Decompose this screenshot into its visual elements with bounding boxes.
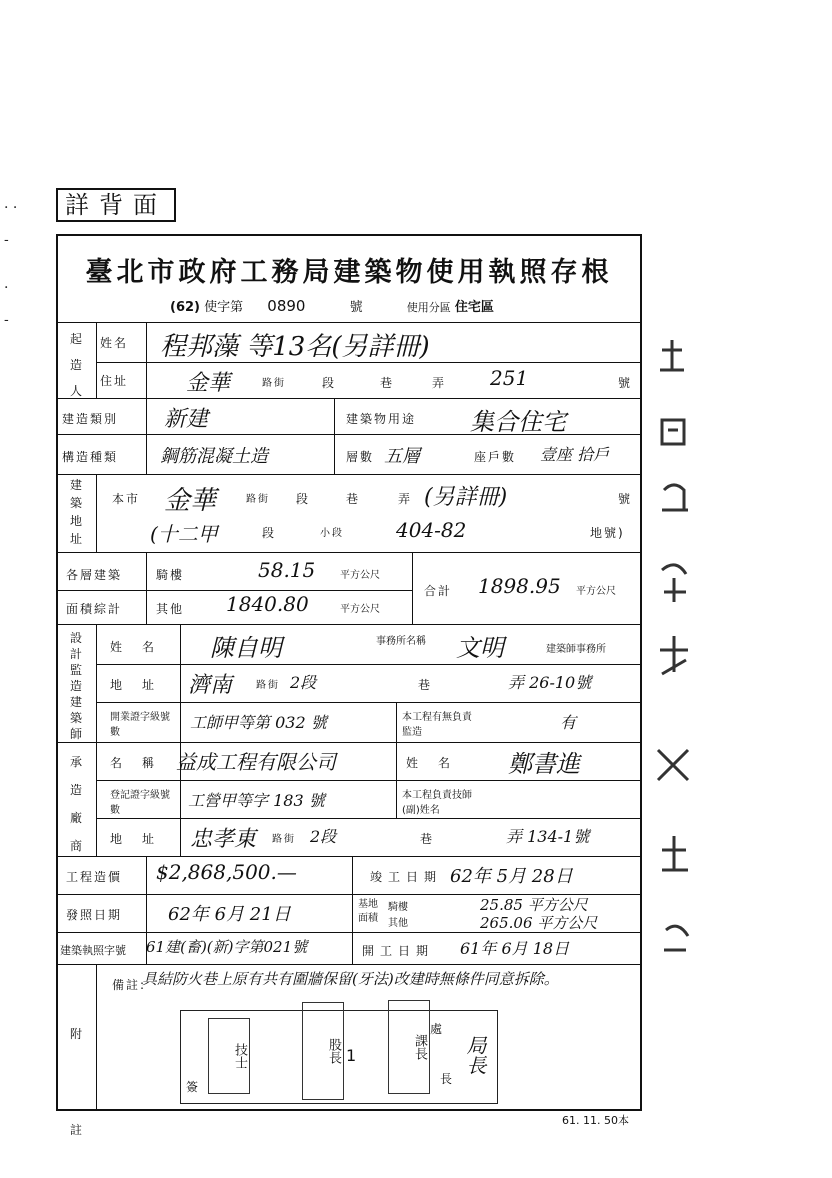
stamp-director: 局長 bbox=[463, 1035, 487, 1075]
box-label-chief: 長 bbox=[440, 1072, 455, 1086]
col-line bbox=[352, 856, 353, 964]
row-line bbox=[96, 702, 641, 703]
contractor-name: 益成工程有限公司 bbox=[176, 750, 336, 774]
architect-addr: 濟南 bbox=[188, 673, 233, 698]
form-title: 臺北市政府工務局建築物使用執照存根 bbox=[85, 257, 613, 288]
row-line bbox=[96, 818, 641, 819]
site-sub: 小段 bbox=[320, 528, 344, 539]
contractor-addr-seg: 2段 bbox=[310, 827, 337, 846]
building-class-label: 建造類別 bbox=[62, 412, 119, 426]
site-segment-unit: 段 bbox=[296, 492, 311, 506]
building-use-value: 集合住宅 bbox=[470, 408, 566, 436]
contractor-name-label: 名稱 bbox=[110, 756, 175, 770]
row-line bbox=[57, 964, 641, 965]
row-line bbox=[57, 624, 641, 625]
base-arcade-label: 騎樓 bbox=[388, 902, 408, 913]
other-unit: 平方公尺 bbox=[340, 604, 380, 615]
structure-label: 構造種類 bbox=[62, 450, 119, 464]
total-value: 1898.95 bbox=[478, 574, 561, 598]
col-line bbox=[96, 322, 97, 398]
stamp-section-chief: 股長 bbox=[302, 1002, 344, 1100]
other-label: 其他 bbox=[156, 602, 185, 616]
arcade-value: 58.15 bbox=[258, 558, 316, 582]
zone-label: 使用分區 bbox=[406, 301, 451, 314]
row-line bbox=[57, 322, 641, 323]
row-line bbox=[57, 856, 641, 857]
architect-name: 陳自明 bbox=[210, 634, 282, 662]
site-no-unit: 號 bbox=[618, 492, 633, 506]
site-lane-unit: 巷 bbox=[346, 492, 361, 506]
base-label: 基地面積 bbox=[358, 899, 378, 924]
col-line bbox=[334, 398, 335, 474]
contractor-lane-unit: 巷 bbox=[420, 832, 435, 846]
row-line bbox=[57, 552, 641, 553]
applicant-address-road: 金華 bbox=[186, 371, 231, 396]
contractor-addr-label: 地址 bbox=[110, 832, 175, 846]
col-line bbox=[412, 552, 413, 624]
build-permit-label: 建築執照字號 bbox=[60, 944, 126, 957]
section-unit: 段 bbox=[322, 376, 337, 390]
cost-label: 工程造價 bbox=[66, 870, 123, 884]
remarks-section-label: 附註 bbox=[69, 1027, 82, 1137]
cost-value: $2,868,500.— bbox=[156, 860, 297, 884]
license-value: 工師甲等第 032 號 bbox=[190, 713, 327, 732]
site-note: (另詳冊) bbox=[424, 485, 508, 510]
back-side-tag: 詳背面 bbox=[56, 188, 176, 222]
reg-label: 登記證字級號數 bbox=[110, 790, 170, 816]
tech-label: 本工程負責技師(副)姓名 bbox=[402, 790, 472, 816]
stamp-technician: 技士 bbox=[208, 1018, 250, 1094]
col-line bbox=[96, 964, 97, 1110]
contractor-rep-label: 姓名 bbox=[406, 756, 471, 770]
site-district: (十二甲 bbox=[150, 522, 218, 546]
permit-year: (62) bbox=[170, 300, 200, 315]
base-other-value: 265.06 平方公尺 bbox=[480, 914, 598, 932]
remarks-text: 具結防火巷上原有共有圍牆保留(牙法)改建時無條件同意拆除。 bbox=[142, 970, 559, 988]
floors-label: 層數 bbox=[346, 450, 375, 464]
applicant-address-label: 住址 bbox=[100, 374, 129, 388]
applicant-number: 251 bbox=[490, 366, 529, 390]
contractor-rep: 鄭書進 bbox=[508, 750, 580, 778]
architect-addr-seg: 2段 bbox=[290, 673, 317, 692]
arcade-label: 騎樓 bbox=[156, 568, 185, 582]
build-permit-value: 61建(畜)(新)字第021號 bbox=[146, 938, 308, 956]
col-line bbox=[396, 702, 397, 818]
zone-value: 住宅區 bbox=[454, 300, 494, 315]
architect-section-label: 設計監造建築師 bbox=[69, 631, 82, 741]
architect-alley: 弄 26-10號 bbox=[508, 673, 592, 692]
architect-name-label: 姓名 bbox=[110, 640, 175, 654]
building-class-value: 新建 bbox=[164, 407, 209, 432]
site-road-unit: 路街 bbox=[246, 494, 270, 505]
site-road: 金華 bbox=[164, 486, 217, 516]
box-label-sign: 簽 bbox=[186, 1080, 201, 1094]
applicant-name: 程邦藻 等13名(另詳冊) bbox=[160, 332, 430, 362]
supervise-value: 有 bbox=[560, 713, 577, 732]
start-value: 61年 6月 18日 bbox=[460, 939, 570, 958]
total-unit: 平方公尺 bbox=[576, 586, 616, 597]
base-other-label: 其他 bbox=[388, 918, 408, 929]
contractor-section-label: 承造廠商 bbox=[69, 755, 82, 853]
issue-label: 發照日期 bbox=[66, 908, 123, 922]
site-city: 本市 bbox=[112, 492, 141, 506]
units-value: 壹座 拾戶 bbox=[540, 445, 610, 464]
site-lot: 404-82 bbox=[396, 518, 467, 542]
col-line bbox=[146, 552, 147, 624]
col-line bbox=[180, 624, 181, 856]
contractor-alley: 弄 134-1號 bbox=[506, 827, 590, 846]
base-arcade-value: 25.85 平方公尺 bbox=[480, 896, 588, 914]
license-label: 開業證字級號數 bbox=[110, 712, 170, 738]
site-seg: 段 bbox=[262, 526, 277, 540]
row-line bbox=[57, 742, 641, 743]
total-label: 合計 bbox=[424, 584, 453, 598]
row-line bbox=[96, 664, 641, 665]
office-value: 文明 bbox=[456, 634, 504, 662]
stamp-division-chief: 課長 bbox=[388, 1000, 430, 1094]
office-label: 事務所名稱 bbox=[376, 636, 426, 647]
complete-value: 62年 5月 28日 bbox=[450, 866, 573, 887]
remarks-label: 備註: bbox=[112, 978, 147, 992]
units-label: 座戶數 bbox=[474, 450, 517, 464]
reg-value: 工營甲等字 183 號 bbox=[188, 791, 325, 810]
road-unit: 路街 bbox=[262, 378, 286, 389]
applicant-section-label: 起造人 bbox=[69, 332, 82, 398]
contractor-addr-unit: 路街 bbox=[272, 834, 296, 845]
permit-number: 0890 bbox=[267, 297, 306, 315]
form-footer: 61. 11. 50本 bbox=[562, 1114, 629, 1127]
lane-unit: 巷 bbox=[380, 376, 395, 390]
area-label-2: 面積綜計 bbox=[66, 602, 123, 616]
structure-value: 鋼筋混凝土造 bbox=[160, 446, 268, 467]
other-value: 1840.80 bbox=[226, 592, 309, 616]
architect-addr-label: 地址 bbox=[110, 678, 175, 692]
row-line bbox=[57, 474, 641, 475]
box-label-office: 處 bbox=[430, 1022, 445, 1036]
site-alley-unit: 弄 bbox=[398, 492, 413, 506]
arcade-unit: 平方公尺 bbox=[340, 570, 380, 581]
contractor-addr: 忠孝東 bbox=[190, 827, 257, 852]
site-lot-unit: 地號) bbox=[590, 526, 625, 540]
margin-mark-left: · · - · - bbox=[4, 200, 18, 328]
permit-prefix: 使字第 bbox=[204, 300, 244, 315]
col-line bbox=[96, 624, 97, 856]
floors-value: 五層 bbox=[384, 446, 420, 467]
architect-lane-unit: 巷 bbox=[418, 678, 433, 692]
col-line bbox=[146, 322, 147, 474]
applicant-name-label: 姓名 bbox=[100, 336, 129, 350]
supervise-label: 本工程有無負責監造 bbox=[402, 712, 472, 738]
complete-label: 竣工日期 bbox=[370, 870, 443, 884]
permit-number-line bbox=[170, 296, 630, 315]
architect-addr-unit: 路街 bbox=[256, 680, 280, 691]
number-unit: 號 bbox=[618, 376, 633, 390]
office-suffix: 建築師事務所 bbox=[546, 644, 606, 655]
building-use-label: 建築物用途 bbox=[346, 412, 417, 426]
site-section-label: 建築地址 bbox=[69, 478, 82, 546]
col-line bbox=[96, 474, 97, 552]
row-line bbox=[57, 398, 641, 399]
row-line bbox=[57, 590, 412, 591]
alley-unit: 弄 bbox=[432, 376, 447, 390]
issue-value: 62年 6月 21日 bbox=[168, 904, 291, 925]
permit-suffix: 號 bbox=[349, 300, 363, 315]
row-line bbox=[96, 780, 641, 781]
page-number: 1 bbox=[346, 1046, 359, 1065]
start-label: 開工日期 bbox=[362, 944, 435, 958]
right-edge-bleed bbox=[640, 330, 710, 970]
area-label-1: 各層建築 bbox=[66, 568, 123, 582]
